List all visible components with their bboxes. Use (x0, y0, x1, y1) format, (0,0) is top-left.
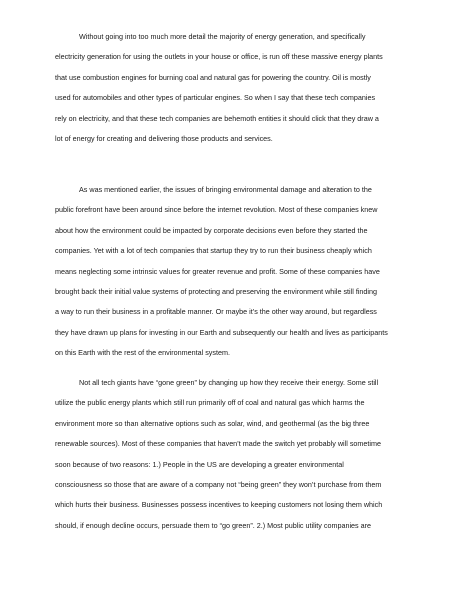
text-line: companies. Yet with a lot of tech companies that startup they try to run their business cheaply which (55, 246, 372, 256)
text-line: Without going into too much more detail the majority of energy generation, and specifically (79, 32, 366, 41)
paragraph-1 (55, 27, 415, 149)
text-line: renewable sources). Most of these companies that haven’t made the switch yet probably will sometime (55, 439, 381, 449)
text-line: used for automobiles and other types of particular engines. So when I say that these tech companies (55, 93, 376, 103)
text-line: that use combustion engines for burning coal and natural gas for powering the country. Oil is mostly (55, 72, 371, 82)
text-line: which hurts their business. Businesses possess incentives to keeping customers not losing them which (55, 500, 383, 510)
paragraph-3 (55, 373, 415, 536)
text-line: should, if enough decline occurs, persuade them to “go green”. 2.) Most public utility companies are (55, 520, 372, 530)
text-line: environment more so than alternative options such as solar, wind, and geothermal (as the big three (55, 418, 370, 428)
text-line: means neglecting some intrinsic values for greater revenue and profit. Some of these companies have (55, 266, 380, 276)
text-line: about how the environment could be impacted by corporate decisions even before they started the (55, 225, 368, 235)
text-line: on this Earth with the rest of the environmental system. (55, 348, 230, 358)
text-line: consciousness so those that are aware of a company not “being green” they won’t purchase from them (55, 479, 382, 489)
text-line: lot of energy for creating and delivering those products and services. (55, 133, 273, 143)
text-line: electricity generation for using the outlets in your house or office, is run off these massive energy plants (55, 52, 383, 62)
text-line: utilize the public energy plants which still run primarily off of coal and natural gas which harms the (55, 398, 365, 408)
text-line: Not all tech giants have “gone green” by changing up how they receive their energy. Some still (79, 378, 379, 387)
text-line: rely on electricity, and that these tech companies are behemoth entities it should click that they draw a (55, 113, 379, 123)
text-line: a way to run their business in a profitable manner. Or maybe it’s the other way around, but regardless (55, 307, 377, 317)
text-line: they have drawn up plans for investing in our Earth and subsequently our health and lives as participants (55, 327, 388, 337)
paragraph-2 (55, 180, 415, 364)
text-line: brought back their initial value systems of protecting and preserving the environment while still finding (55, 286, 378, 296)
text-line: public forefront have been around since before the internet revolution. Most of these companies knew (55, 205, 378, 215)
text-line: soon because of two reasons: 1.) People in the US are developing a greater environmental (55, 459, 344, 469)
text-line: As was mentioned earlier, the issues of bringing environmental damage and alteration to the (79, 185, 372, 194)
